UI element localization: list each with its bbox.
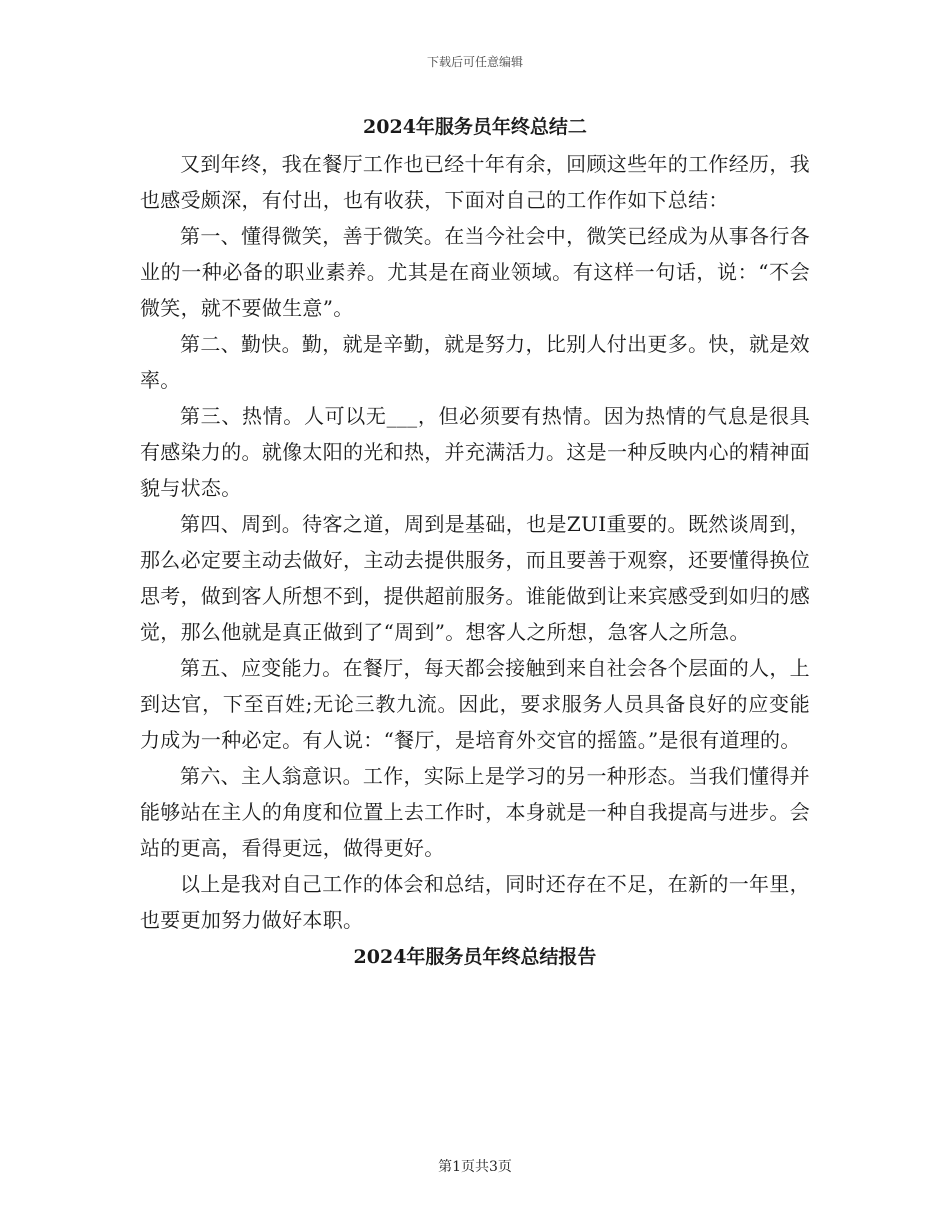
paragraph-point-2: 第二、勤快。勤，就是辛勤，就是努力，比别人付出更多。快，就是效率。	[140, 332, 810, 392]
paragraph-intro: 又到年终，我在餐厅工作也已经十年有余，回顾这些年的工作经历，我也感受颇深，有付出，也有收获，下面对自己的工作作如下总结：	[140, 152, 810, 212]
paragraph-point-4: 第四、周到。待客之道，周到是基础，也是ZUI重要的。既然谈周到，那么必定要主动去做好，主动去提供服务，而且要善于观察，还要懂得换位思考，做到客人所想不到，提供超前服务。谁能做到让来宾感受到如归的感觉，那么他就是真正做到了“周到”。想客人之所想，急客人之所急。	[140, 512, 810, 644]
document-title: 2024年服务员年终总结二	[363, 116, 587, 138]
paragraph-point-1: 第一、懂得微笑，善于微笑。在当今社会中，微笑已经成为从事各行各业的一种必备的职业素养。尤其是在商业领域。有这样一句话，说：“不会微笑，就不要做生意”。	[140, 224, 810, 320]
next-section-title: 2024年服务员年终总结报告	[353, 946, 597, 968]
paragraph-point-5: 第五、应变能力。在餐厅，每天都会接触到来自社会各个层面的人，上到达官，下至百姓;无论三教九流。因此，要求服务人员具备良好的应变能力成为一种必定。有人说：“餐厅，是培育外交官的摇篮。”是很有道理的。	[140, 656, 810, 752]
paragraph-point-6: 第六、主人翁意识。工作，实际上是学习的另一种形态。当我们懂得并能够站在主人的角度和位置上去工作时，本身就是一种自我提高与进步。会站的更高，看得更远，做得更好。	[140, 764, 810, 860]
paragraph-conclusion: 以上是我对自己工作的体会和总结，同时还存在不足，在新的一年里，也要更加努力做好本职。	[140, 872, 810, 932]
page-footer: 第1页共3页	[438, 1159, 512, 1175]
paragraph-point-3: 第三、热情。人可以无___，但必须要有热情。因为热情的气息是很具有感染力的。就像太阳的光和热，并充满活力。这是一种反映内心的精神面貌与状态。	[140, 404, 810, 500]
header-note: 下载后可任意编辑	[426, 55, 523, 69]
document-body	[140, 110, 810, 974]
